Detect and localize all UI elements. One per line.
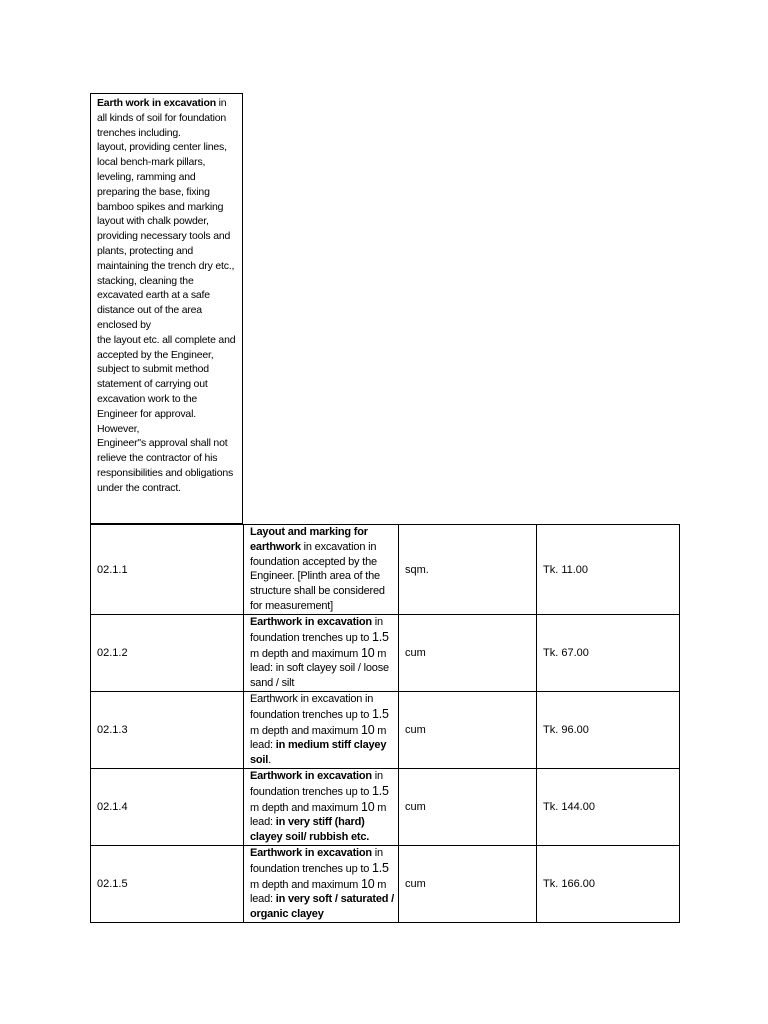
desc-text: in foundation trenches up to [250, 846, 383, 875]
boq-table [90, 524, 680, 923]
item-code: 02.1.1 [91, 525, 244, 615]
desc-text: m lead: [250, 801, 387, 829]
desc-text: m lead: [250, 878, 387, 906]
item-code: 02.1.4 [91, 768, 244, 845]
item-rate: Tk. 96.00 [537, 691, 680, 768]
desc-text: m depth and maximum [250, 878, 361, 891]
table-row [91, 768, 680, 845]
desc-bold: in very stiff (hard) clayey soil/ rubbish etc. [250, 816, 370, 844]
item-rate: Tk. 11.00 [537, 525, 680, 615]
item-header-description [90, 93, 243, 524]
item-unit: cum [399, 768, 537, 845]
item-description [244, 615, 399, 692]
desc-text: m lead: [250, 724, 387, 752]
item-description [244, 691, 399, 768]
desc-lead: 10 [360, 799, 375, 814]
desc-text: m depth and maximum [250, 801, 361, 814]
desc-text: m depth and maximum [250, 724, 361, 737]
item-description [244, 768, 399, 845]
item-rate: Tk. 67.00 [537, 615, 680, 692]
desc-depth: 1.5 [372, 783, 389, 798]
desc-text: m lead: in soft clayey soil / loose sand / silt [250, 647, 389, 690]
table-row [91, 845, 680, 922]
desc-lead: 10 [360, 645, 375, 660]
desc-bold: Earthwork in excavation [250, 846, 372, 859]
item-unit: cum [399, 691, 537, 768]
desc-text: m depth and maximum [250, 647, 361, 660]
desc-bold: Earthwork in excavation [250, 616, 372, 628]
item-unit: cum [399, 615, 537, 692]
desc-depth: 1.5 [372, 706, 389, 721]
item-code: 02.1.2 [91, 615, 244, 692]
desc-bold: Earthwork in excavation [250, 769, 372, 782]
desc-depth: 1.5 [372, 629, 389, 644]
table-row [91, 615, 680, 692]
desc-lead: 10 [360, 876, 375, 891]
desc-bold: in very soft / saturated / organic clayey [250, 893, 395, 921]
table-row [91, 525, 680, 615]
desc-text: . [268, 754, 272, 767]
item-description [244, 525, 399, 615]
desc-bold: in medium stiff clayey soil [250, 739, 387, 767]
item-code: 02.1.3 [91, 691, 244, 768]
header-text: in all kinds of soil for foundation trenches including. layout, providing center lines, local bench-mark pillars, leveling, ramming and preparing the base, fixing bamboo spikes and marking layout with chalk powder, providing necessary tools and plants, protecting and maintaining the trench dry etc., stacking, cleaning the excavated earth at a safe distance out of the area enclosed by the layout etc. all complete and accepted by the Engineer, subject to submit method statement of carrying out excavation work to the Engineer for approval. However, Engineer"s approval shall not relieve the contractor of his responsibilities and obligations under the contract. [97, 97, 236, 494]
desc-text: in foundation trenches up to [250, 616, 383, 644]
item-unit: cum [399, 845, 537, 922]
desc-text: Earthwork in excavation in foundation trenches up to [250, 692, 374, 721]
table-row [91, 691, 680, 768]
item-unit: sqm. [399, 525, 537, 615]
desc-depth: 1.5 [372, 860, 389, 875]
item-description [244, 845, 399, 922]
desc-lead: 10 [360, 722, 375, 737]
desc-text: in excavation in foundation accepted by the Engineer. [Plinth area of the structure shall be considered for measurement] [250, 540, 385, 612]
desc-bold: Layout and marking for earthwork [250, 526, 368, 553]
item-rate: Tk. 144.00 [537, 768, 680, 845]
item-code: 02.1.5 [91, 845, 244, 922]
desc-text: in foundation trenches up to [250, 769, 383, 798]
header-bold-title: Earth work in excavation [97, 97, 216, 109]
item-rate: Tk. 166.00 [537, 845, 680, 922]
